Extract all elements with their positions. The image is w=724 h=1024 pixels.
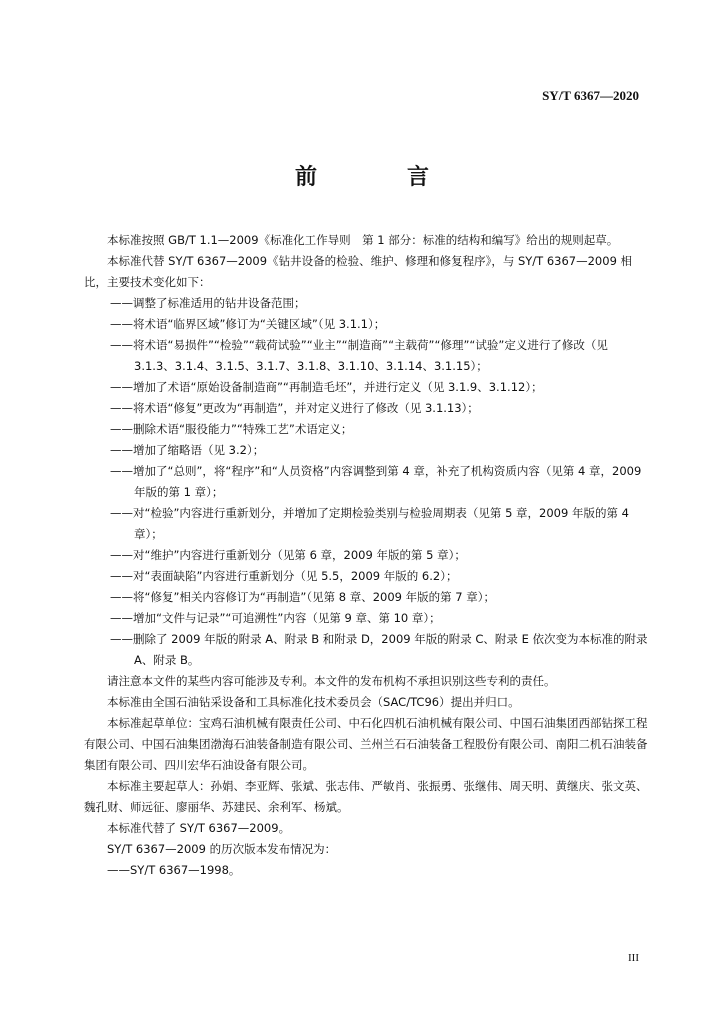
change-item: ——调整了标准适用的钻井设备范围； xyxy=(110,296,306,310)
standard-code: SY/T 6367—2020 xyxy=(542,88,639,103)
page-number: III xyxy=(628,952,639,964)
foreword-body xyxy=(84,230,650,881)
paragraph-drafting-units: 本标准起草单位：宝鸡石油机械有限责任公司、中石化四机石油机械有限公司、中国石油集团西部钻探工程有限公司、中国石油集团渤海石油装备制造有限公司、兰州兰石石油装备工程股份有限公司、南阳二机石油装备集团有限公司、四川宏华石油设备有限公司。 xyxy=(84,716,648,772)
change-item: ——增加了缩略语（见 3.2）； xyxy=(110,443,265,457)
paragraph-patent-notice: 请注意本文件的某些内容可能涉及专利。本文件的发布机构不承担识别这些专利的责任。 xyxy=(107,674,556,688)
change-item: ——将术语“修复”更改为“再制造”，并对定义进行了修改（见 3.1.13）； xyxy=(110,401,479,415)
history-item: ——SY/T 6367—1998。 xyxy=(107,863,241,877)
page-title: 前 言 xyxy=(294,164,463,190)
change-item: ——删除术语“服役能力”“特殊工艺”术语定义； xyxy=(110,422,353,436)
change-item: ——对“维护”内容进行重新划分（见第 6 章，2009 年版的第 5 章）； xyxy=(110,548,466,562)
change-item: ——将术语“临界区域”修订为“关键区域”（见 3.1.1）； xyxy=(110,317,386,331)
paragraph-replaces: 本标准代替了 SY/T 6367—2009。 xyxy=(107,821,291,835)
change-item: ——将术语“易损件”“检验”“载荷试验”“业主”“制造商”“主载荷”“修理”“试验”定义进行了修改（见 3.1.3、3.1.4、3.1.5、3.1.7、3.1.8、3.1.10、3.1.14、3.1.15）； xyxy=(110,338,608,373)
change-item: ——增加了术语“原始设备制造商”“再制造毛坯”，并进行定义（见 3.1.9、3.1.12）； xyxy=(110,380,543,394)
paragraph-history-intro: SY/T 6367—2009 的历次版本发布情况为： xyxy=(107,842,337,856)
change-item: ——将“修复”相关内容修订为“再制造”（见第 8 章、2009 年版的第 7 章）； xyxy=(110,590,496,604)
paragraph-proposer: 本标准由全国石油钻采设备和工具标准化技术委员会（SAC/TC96）提出并归口。 xyxy=(107,695,520,709)
change-item: ——增加“文件与记录”“可追溯性”内容（见第 9 章、第 10 章）； xyxy=(110,611,441,625)
change-item: ——删除了 2009 年版的附录 A、附录 B 和附录 D，2009 年版的附录 C、附录 E 依次变为本标准的附录 A、附录 B。 xyxy=(110,632,648,667)
paragraph-replacement: 本标准代替 SY/T 6367—2009《钻井设备的检验、维护、修理和修复程序》，与 SY/T 6367—2009 相比，主要技术变化如下： xyxy=(84,254,633,289)
change-item: ——增加了“总则”，将“程序”和“人员资格”内容调整到第 4 章，补充了机构资质内容（见第 4 章，2009 年版的第 1 章）； xyxy=(110,464,642,499)
paragraph-drafting-rules: 本标准按照 GB/T 1.1—2009《标准化工作导则 第 1 部分：标准的结构和编写》给出的规则起草。 xyxy=(107,233,619,247)
paragraph-drafters: 本标准主要起草人：孙娟、李亚辉、张斌、张志伟、严敏肖、张振勇、张继伟、周天明、黄继庆、张文英、魏孔财、师远征、廖丽华、苏建民、余利军、杨斌。 xyxy=(84,779,648,814)
change-item: ——对“检验”内容进行重新划分，并增加了定期检验类别与检验周期表（见第 5 章，2009 年版的第 4 章）； xyxy=(110,506,629,541)
change-item: ——对“表面缺陷”内容进行重新划分（见 5.5，2009 年版的 6.2）； xyxy=(110,569,458,583)
